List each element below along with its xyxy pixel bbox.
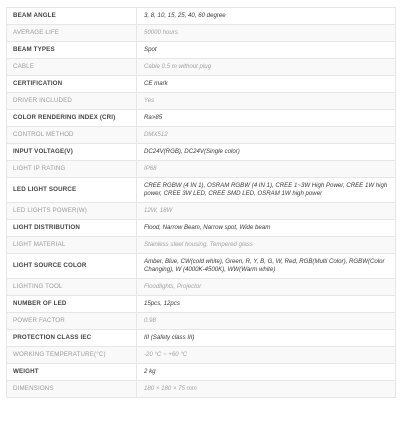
specification-table-body [7, 8, 396, 398]
spec-row [7, 237, 396, 254]
spec-label: COLOR RENDERING INDEX (CRI) [7, 110, 137, 127]
spec-value: Spot [137, 42, 396, 59]
spec-value: 2 kg [137, 363, 396, 380]
spec-value: DMX512 [137, 127, 396, 144]
spec-row [7, 25, 396, 42]
spec-label: CABLE [7, 59, 137, 76]
spec-value: Amber, Blue, CW(cold white), Green, R, Y, B, G, W, Red, RGB(Multi Color), RGBW(Color Changing), W (4000K-4500K), WW(Warm white) [137, 254, 396, 279]
spec-label: LIGHT IP RATING [7, 161, 137, 178]
spec-row [7, 312, 396, 329]
spec-row [7, 380, 396, 397]
spec-label: DIMENSIONS [7, 380, 137, 397]
spec-row [7, 93, 396, 110]
spec-value: 3, 8, 10, 15, 25, 40, 60 degree [137, 8, 396, 25]
spec-label: BEAM TYPES [7, 42, 137, 59]
spec-value: 12W, 18W [137, 202, 396, 219]
spec-row [7, 59, 396, 76]
spec-row [7, 127, 396, 144]
spec-row [7, 42, 396, 59]
spec-value: III (Safety class III) [137, 329, 396, 346]
spec-row [7, 178, 396, 203]
spec-label: POWER FACTOR [7, 312, 137, 329]
spec-label: PROTECTION CLASS IEC [7, 329, 137, 346]
spec-value: DC24V(RGB), DC24V(Single color) [137, 144, 396, 161]
spec-value: CE mark [137, 76, 396, 93]
spec-row [7, 220, 396, 237]
spec-label: DRIVER INCLUDED [7, 93, 137, 110]
spec-label: LIGHT DISTRIBUTION [7, 220, 137, 237]
spec-label: INPUT VOLTAGE(V) [7, 144, 137, 161]
spec-label: NUMBER OF LED [7, 295, 137, 312]
spec-label: WORKING TEMPERATURE(°C) [7, 346, 137, 363]
spec-value: 50000 hours [137, 25, 396, 42]
spec-row [7, 76, 396, 93]
spec-value: Cable 0.5 m without plug [137, 59, 396, 76]
spec-label: LED LIGHTS POWER(W) [7, 202, 137, 219]
spec-value: 15pcs, 12pcs [137, 295, 396, 312]
spec-label: LIGHTING TOOL [7, 278, 137, 295]
spec-label: WEIGHT [7, 363, 137, 380]
spec-row [7, 295, 396, 312]
spec-value: 0.98 [137, 312, 396, 329]
spec-row [7, 161, 396, 178]
spec-label: LIGHT MATERIAL [7, 237, 137, 254]
spec-row [7, 329, 396, 346]
spec-row [7, 144, 396, 161]
spec-label: BEAM ANGLE [7, 8, 137, 25]
spec-label: AVERAGE LIFE [7, 25, 137, 42]
spec-row [7, 346, 396, 363]
spec-row [7, 278, 396, 295]
spec-row [7, 202, 396, 219]
spec-row [7, 363, 396, 380]
spec-value: Floodlights, Projector [137, 278, 396, 295]
spec-row [7, 8, 396, 25]
spec-row [7, 110, 396, 127]
spec-label: LED LIGHT SOURCE [7, 178, 137, 203]
spec-value: Stainless steel housing, Tempered glass [137, 237, 396, 254]
spec-value: IP68 [137, 161, 396, 178]
spec-value: CREE RGBW (4 IN 1), OSRAM RGBW (4 IN 1), CREE 1~3W High Power, CREE 1W high power, CREE 3W LED, CREE SMD LED, OSRAM 1W high power [137, 178, 396, 203]
spec-row [7, 254, 396, 279]
spec-value: -20 °C ~ +60 °C [137, 346, 396, 363]
spec-value: Yes [137, 93, 396, 110]
spec-label: CERTIFICATION [7, 76, 137, 93]
spec-label: LIGHT SOURCE COLOR [7, 254, 137, 279]
spec-value: Flood, Narrow Beam, Narrow spot, Wide beam [137, 220, 396, 237]
spec-label: CONTROL METHOD [7, 127, 137, 144]
specification-table [6, 7, 396, 398]
spec-value: 180 × 180 × 75 mm [137, 380, 396, 397]
spec-value: Ra>85 [137, 110, 396, 127]
